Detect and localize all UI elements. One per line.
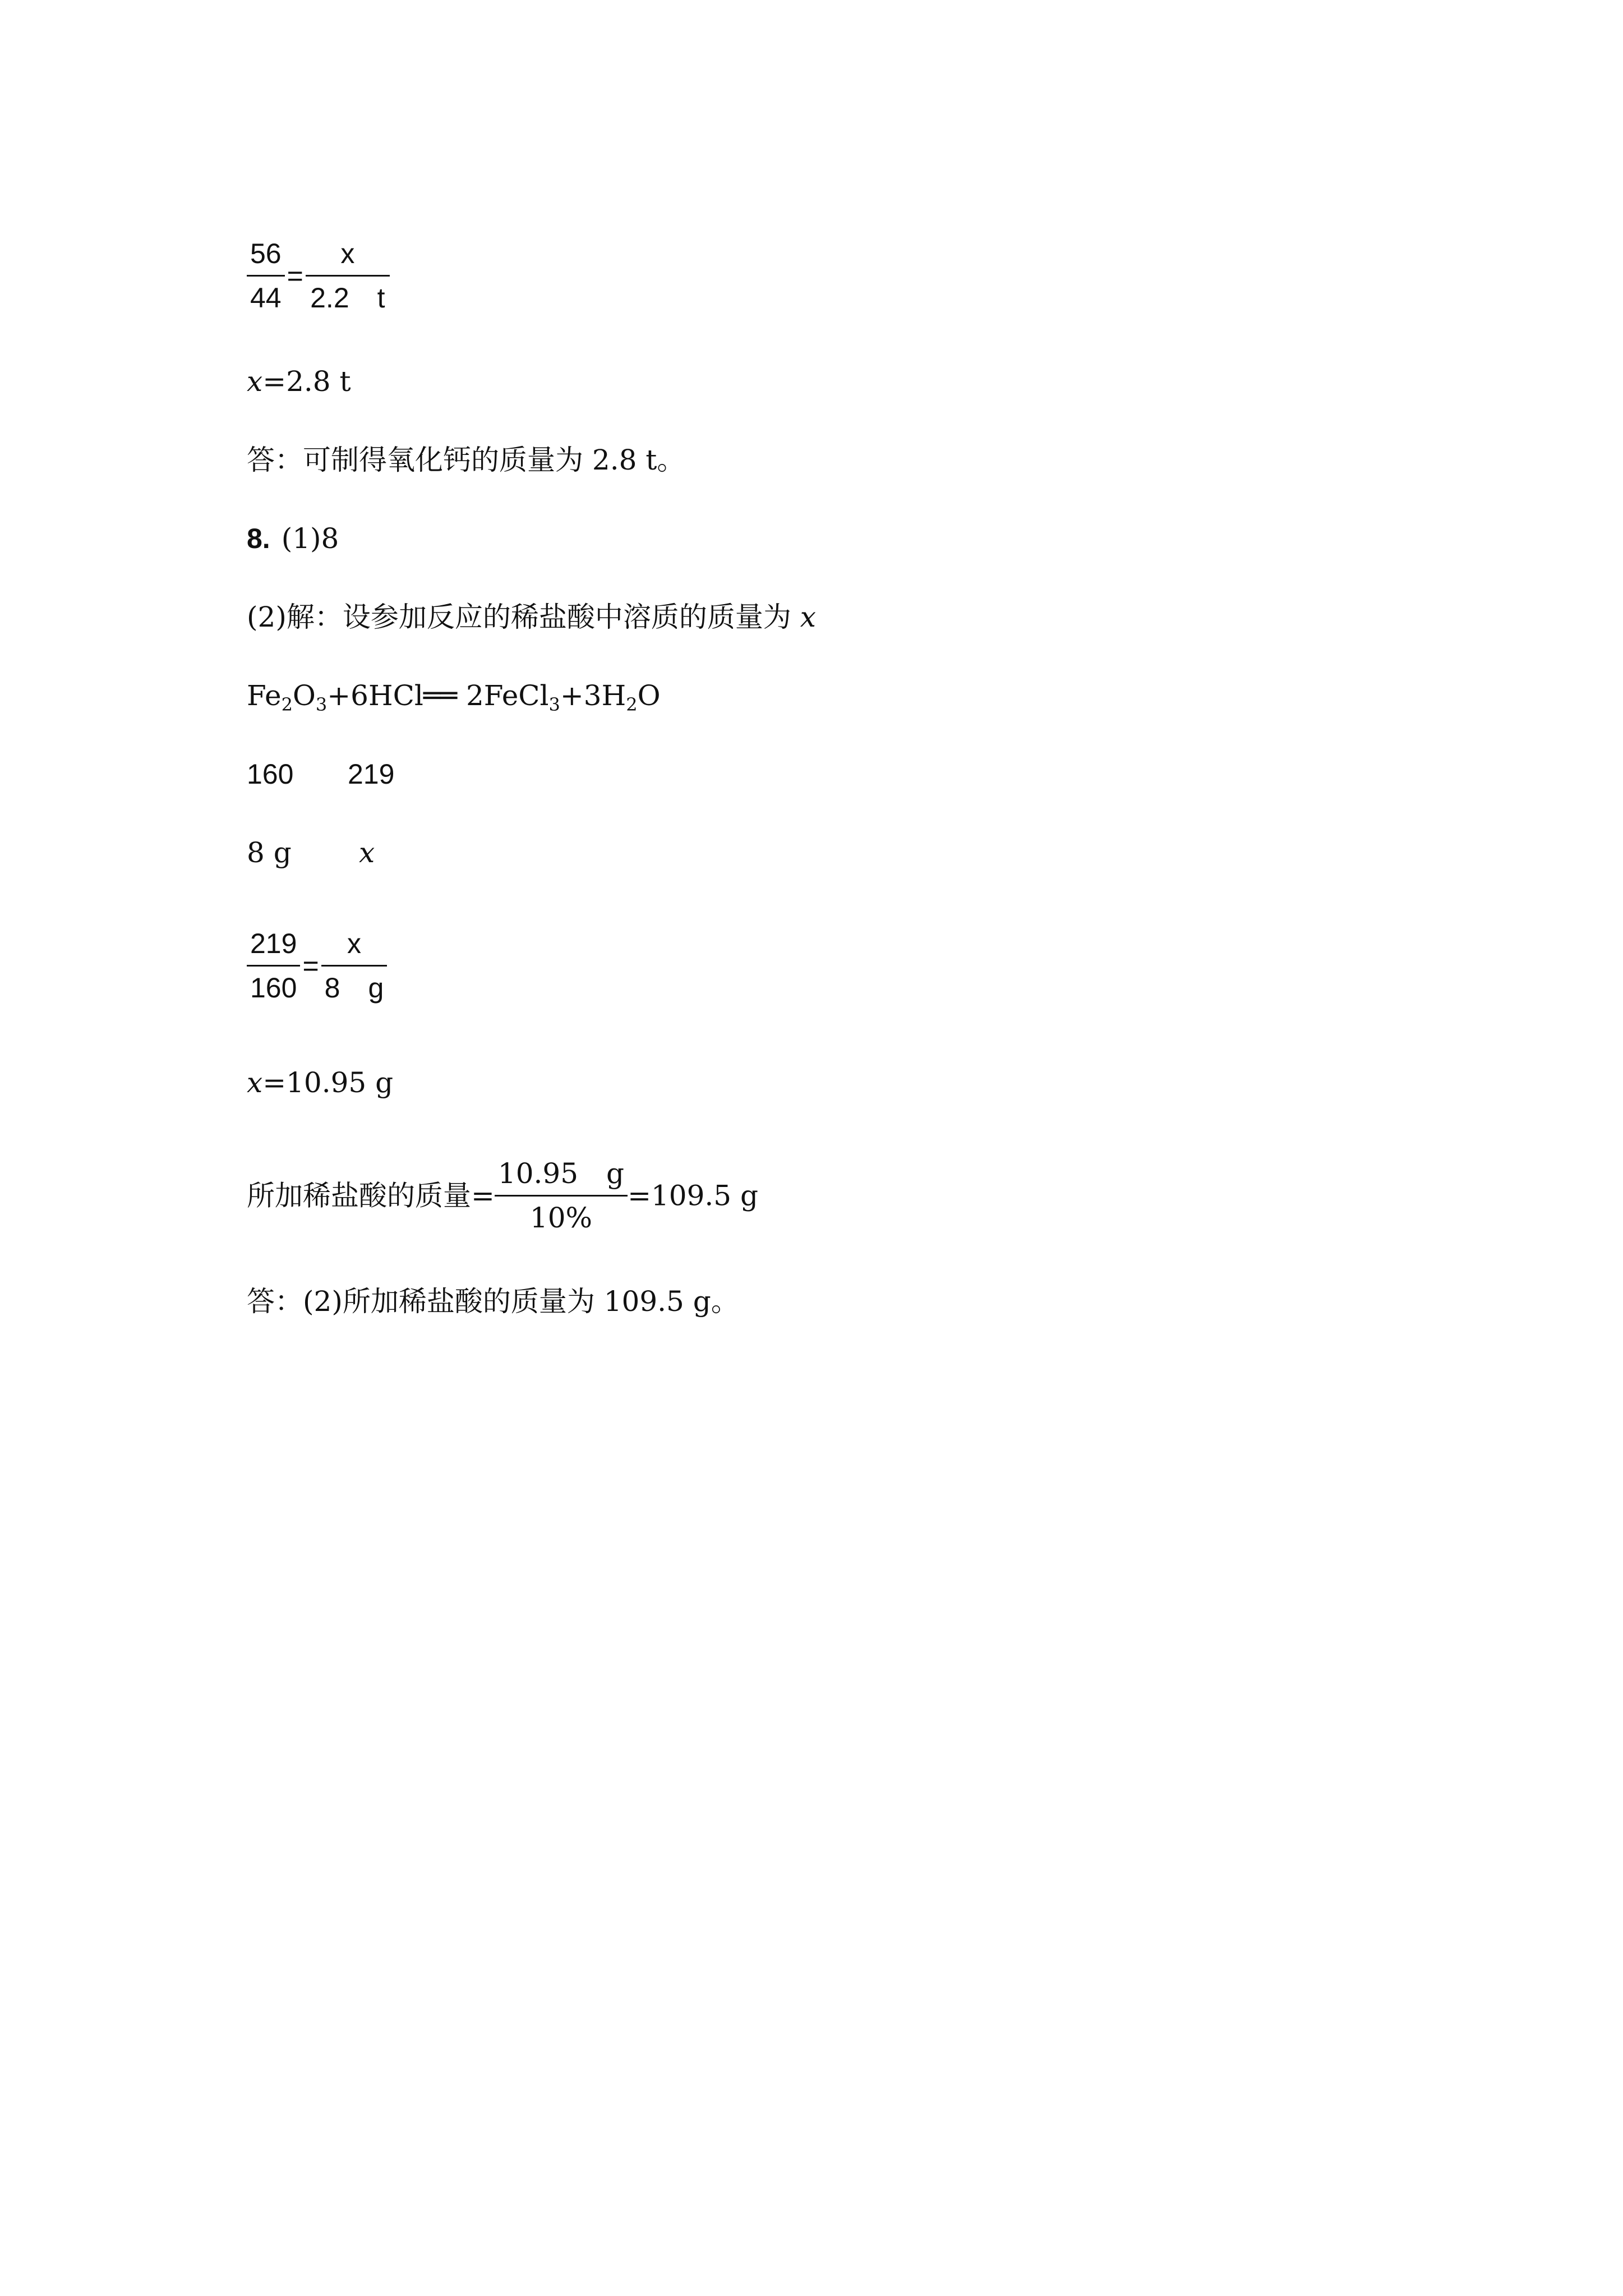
numerator: 10.95 g — [497, 1157, 625, 1190]
eq-mid: +6HCl══ 2FeCl — [327, 679, 549, 712]
mass-hcl: 219 — [348, 758, 395, 790]
mass-fe2o3: 160 — [247, 758, 294, 790]
eq-tail: O — [637, 679, 661, 712]
eq-end: +3H — [560, 679, 626, 712]
result-value: =10.95 g — [262, 1066, 394, 1099]
acid-mass-result: =109.5 g — [628, 1179, 758, 1212]
result-value: =2.8 t — [262, 365, 351, 398]
fraction-mass-percent — [495, 1156, 628, 1236]
setup-text: (2)解：设参加反应的稀盐酸中溶质的质量为 — [247, 601, 800, 633]
denominator: 2.2 t — [310, 282, 385, 314]
ratio-equation-1 — [247, 236, 390, 325]
result-line-2 — [247, 1066, 393, 1099]
part-1-answer: (1)8 — [281, 522, 339, 555]
fraction-219-160 — [247, 926, 300, 1006]
eq-sub: 2 — [626, 694, 638, 715]
ratio-equation-2 — [247, 926, 387, 1015]
molar-masses-row — [247, 757, 394, 791]
numerator: x — [347, 928, 361, 959]
numerator: x — [340, 238, 355, 269]
fraction-x-8g — [321, 926, 388, 1006]
denominator: 8 g — [324, 972, 384, 1004]
value-hcl: x — [359, 836, 375, 869]
fraction-56-44 — [247, 236, 285, 316]
variable-x: x — [800, 601, 816, 633]
eq-sub: 2 — [281, 694, 293, 715]
variable-x: x — [247, 365, 263, 398]
eq-o: O — [292, 679, 316, 712]
result-line-1 — [247, 365, 351, 398]
numerator: 56 — [250, 238, 282, 269]
chemical-equation — [247, 679, 661, 721]
fraction-bar — [247, 965, 300, 967]
fraction-bar — [306, 275, 390, 277]
value-fe2o3: 8 g — [247, 836, 292, 869]
answer-line-1: 答：可制得氧化钙的质量为 2.8 t。 — [247, 444, 685, 476]
fraction-bar — [321, 965, 388, 967]
numerator: 219 — [250, 928, 297, 959]
equals-sign: = — [302, 950, 319, 982]
fraction-x-2.2t — [306, 236, 390, 316]
question-number: 8. — [247, 523, 270, 554]
part-2-setup — [247, 600, 816, 634]
equals-sign: = — [287, 260, 303, 292]
fraction-bar — [247, 275, 285, 277]
answer-line-2: 答：(2)所加稀盐酸的质量为 109.5 g。 — [247, 1285, 739, 1318]
denominator: 44 — [250, 282, 282, 314]
eq-sub: 3 — [315, 694, 328, 715]
eq-fe: Fe — [247, 679, 282, 712]
variable-x: x — [247, 1066, 263, 1099]
denominator: 10% — [529, 1202, 593, 1234]
given-values-row — [247, 836, 375, 869]
acid-mass-label: 所加稀盐酸的质量= — [247, 1179, 495, 1212]
acid-mass-equation — [247, 1156, 758, 1245]
denominator: 160 — [250, 972, 297, 1004]
question-8 — [247, 522, 339, 555]
fraction-bar — [495, 1195, 628, 1197]
eq-sub: 3 — [548, 694, 560, 715]
